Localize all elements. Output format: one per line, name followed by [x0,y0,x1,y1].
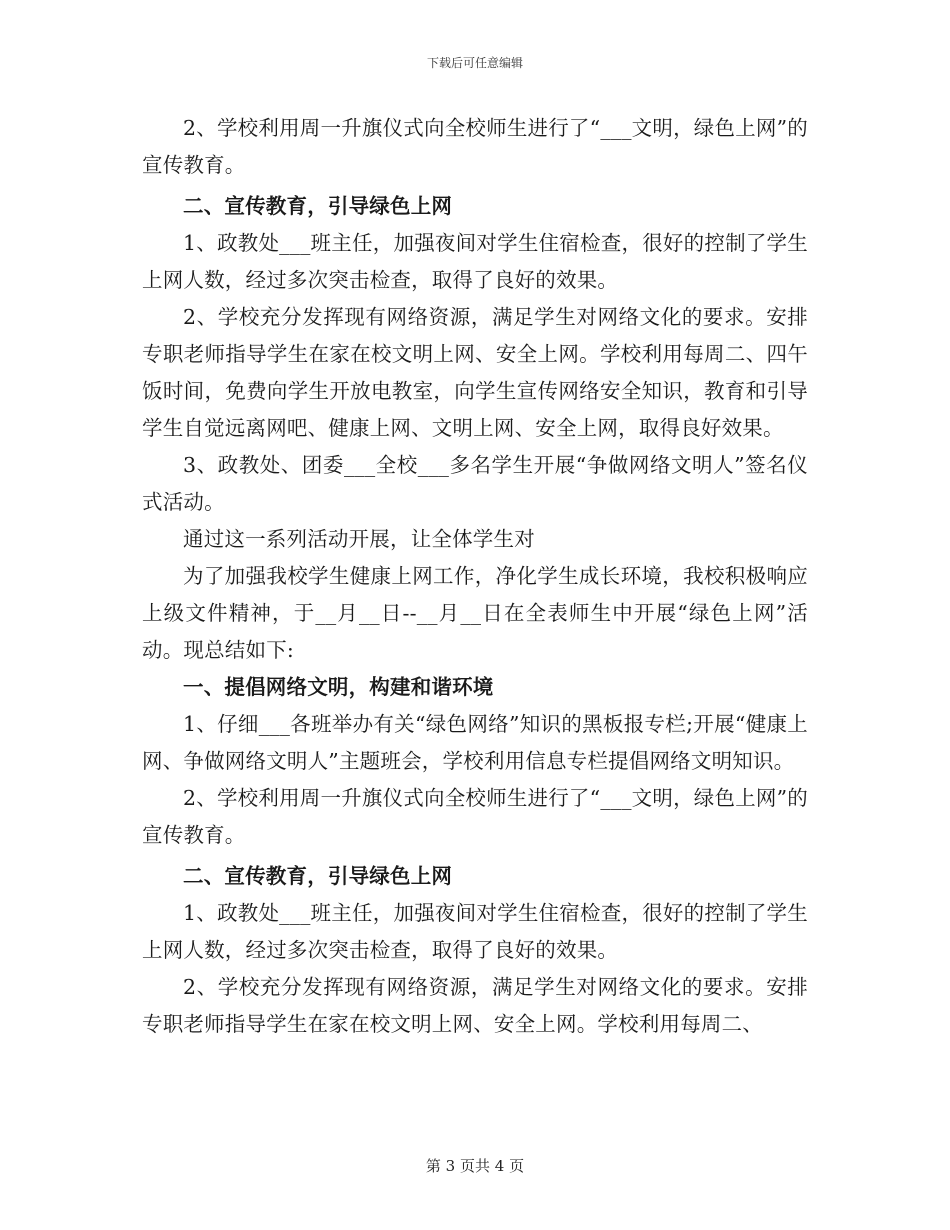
paragraph: 1、政教处___班主任，加强夜间对学生住宿检查，很好的控制了学生上网人数，经过多次突击检查，取得了良好的效果。 [142,901,808,962]
paragraph: 2、学校充分发挥现有网络资源，满足学生对网络文化的要求。安排专职老师指导学生在家在校文明上网、安全上网。学校利用每周二、 [142,975,808,1036]
document-body [142,110,808,1043]
page-header: 下载后可任意编辑 [426,56,523,70]
paragraph: 1、政教处___班主任，加强夜间对学生住宿检查，很好的控制了学生上网人数，经过多次突击检查，取得了良好的效果。 [142,231,808,292]
paragraph: 2、学校充分发挥现有网络资源，满足学生对网络文化的要求。安排专职老师指导学生在家在校文明上网、安全上网。学校利用每周二、四午饭时间，免费向学生开放电教室，向学生宣传网络安全知识，教育和引导学生自觉远离网吧、健康上网、文明上网、安全上网，取得良好效果。 [142,305,808,440]
paragraph: 3、政教处、团委___全校___多名学生开展“争做网络文明人”签名仪式活动。 [142,453,808,514]
paragraph: 1、仔细___各班举办有关“绿色网络”知识的黑板报专栏;开展“健康上网、争做网络文明人”主题班会，学校利用信息专栏提倡网络文明知识。 [142,712,808,773]
paragraph: 2、学校利用周一升旗仪式向全校师生进行了“___文明，绿色上网”的宣传教育。 [142,116,808,177]
page-footer: 第 3 页共 4 页 [425,1157,525,1175]
paragraph: 为了加强我校学生健康上网工作，净化学生成长环境，我校积极响应上级文件精神，于__月__日--__月__日在全表师生中开展“绿色上网”活动。现总结如下: [142,564,808,662]
paragraph: 2、学校利用周一升旗仪式向全校师生进行了“___文明，绿色上网”的宣传教育。 [142,786,808,847]
section-heading: 一、提倡网络文明，构建和谐环境 [183,675,494,699]
section-heading: 二、宣传教育，引导绿色上网 [183,864,453,888]
paragraph: 通过这一系列活动开展，让全体学生对 [183,527,535,551]
section-heading: 二、宣传教育，引导绿色上网 [183,194,453,218]
